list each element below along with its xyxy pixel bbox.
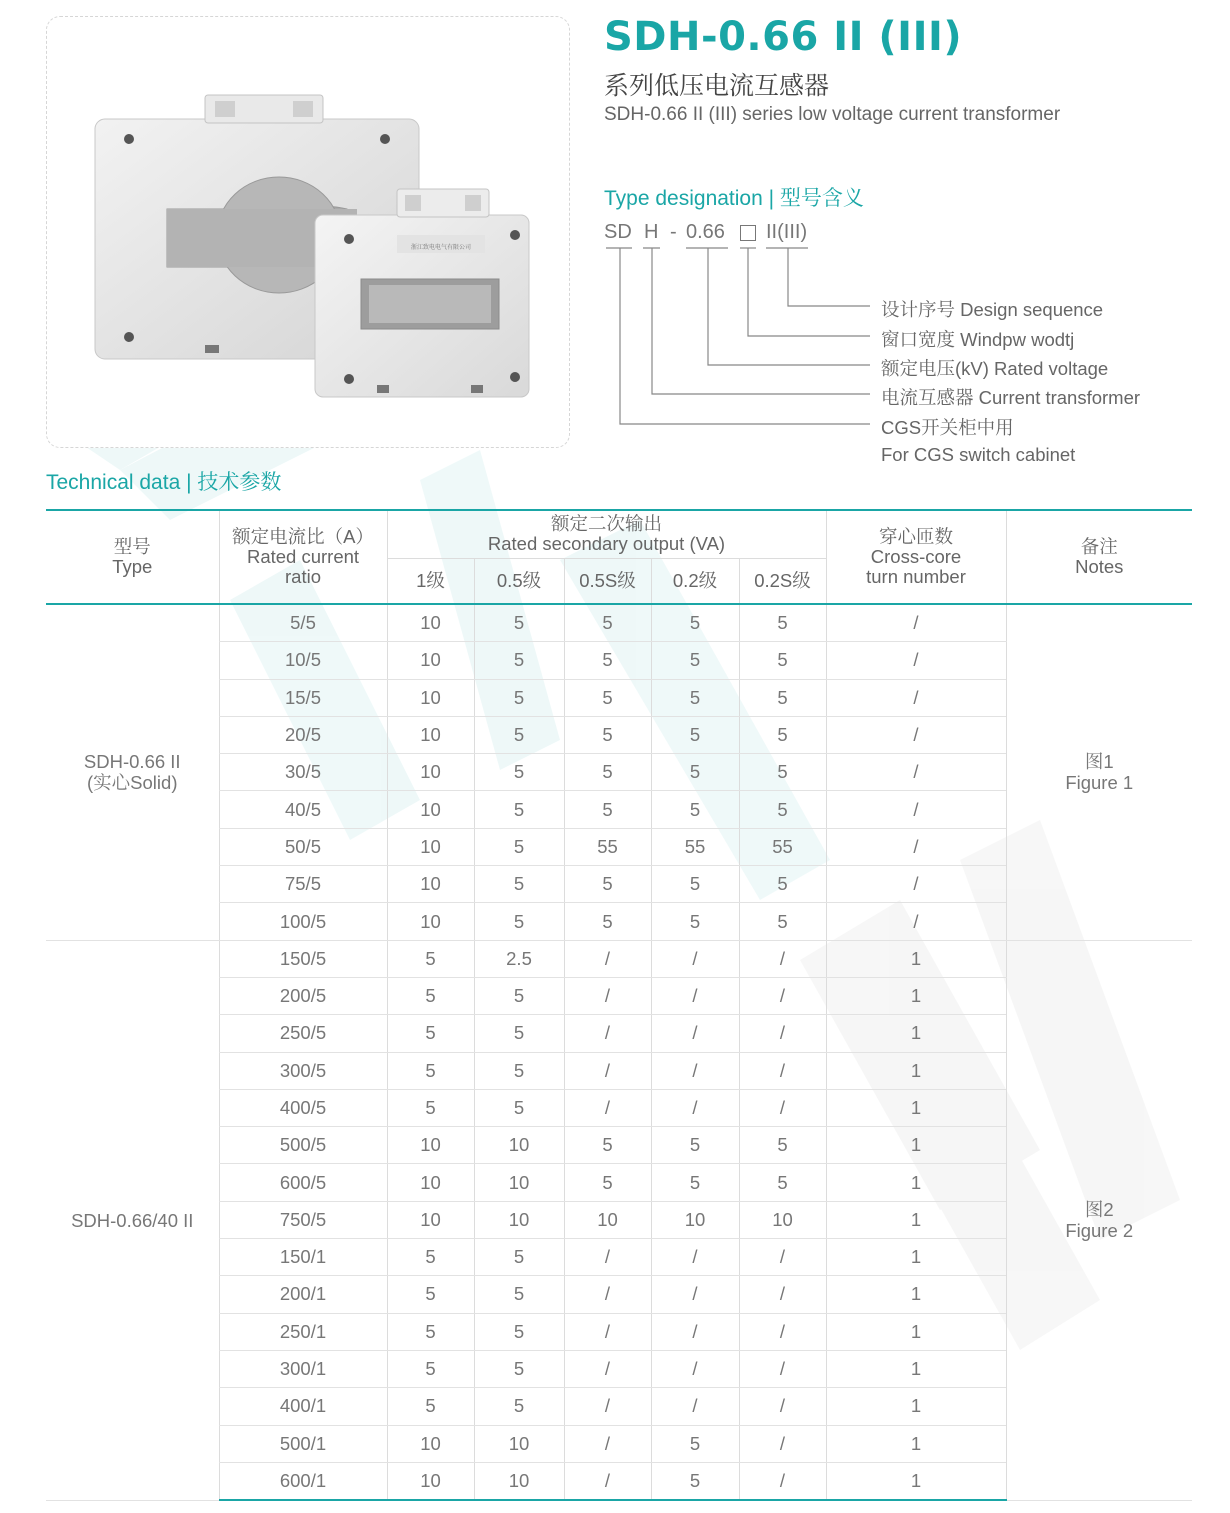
type-cell: SDH-0.66 II (实心Solid) — [46, 604, 219, 940]
output-cell: 5 — [651, 1462, 739, 1500]
output-cell: 5 — [387, 1313, 474, 1350]
ratio-cell: 500/5 — [219, 1127, 387, 1164]
output-cell: / — [739, 940, 826, 977]
output-cell: 5 — [387, 1015, 474, 1052]
cross-core-cell: 1 — [826, 1313, 1006, 1350]
output-cell: 5 — [474, 1276, 564, 1313]
output-cell: 10 — [564, 1201, 651, 1238]
output-cell: / — [739, 1015, 826, 1052]
output-cell: 10 — [387, 1127, 474, 1164]
output-cell: 10 — [387, 716, 474, 753]
output-cell: 5 — [564, 866, 651, 903]
output-cell: 5 — [474, 679, 564, 716]
output-cell: 5 — [387, 1276, 474, 1313]
output-cell: 5 — [474, 754, 564, 791]
code-part-voltage: 0.66 — [686, 221, 725, 243]
output-cell: 10 — [387, 604, 474, 642]
ratio-cell: 50/5 — [219, 828, 387, 865]
output-cell: 10 — [387, 642, 474, 679]
output-cell: 5 — [387, 940, 474, 977]
ratio-cell: 600/1 — [219, 1462, 387, 1500]
cross-core-cell: 1 — [826, 1089, 1006, 1126]
page-subtitle-cn: 系列低压电流互感器 — [604, 71, 830, 100]
cross-core-cell: 1 — [826, 1052, 1006, 1089]
output-cell: / — [651, 1313, 739, 1350]
output-cell: 5 — [651, 1127, 739, 1164]
output-cell: 5 — [739, 866, 826, 903]
code-part-h: H — [644, 221, 659, 243]
output-cell: 5 — [739, 604, 826, 642]
output-cell: / — [651, 1276, 739, 1313]
output-cell: 5 — [651, 679, 739, 716]
output-cell: 5 — [474, 642, 564, 679]
ratio-cell: 200/5 — [219, 977, 387, 1014]
output-cell: / — [651, 940, 739, 977]
output-cell: 5 — [739, 1127, 826, 1164]
output-cell: 10 — [387, 1201, 474, 1238]
output-cell: 5 — [474, 903, 564, 940]
technical-data-body — [46, 604, 1192, 1500]
col-header-ratio: 额定电流比（A） Rated current ratio — [219, 510, 387, 604]
output-cell: 5 — [474, 791, 564, 828]
cross-core-cell: / — [826, 716, 1006, 753]
col-header-class-1: 1级 — [387, 558, 474, 604]
output-cell: / — [564, 1462, 651, 1500]
ratio-cell: 500/1 — [219, 1425, 387, 1462]
output-cell: 10 — [474, 1164, 564, 1201]
cross-core-cell: / — [826, 866, 1006, 903]
output-cell: / — [651, 1089, 739, 1126]
output-cell: / — [564, 1276, 651, 1313]
output-cell: 55 — [564, 828, 651, 865]
notes-cell: 图2 Figure 2 — [1006, 940, 1192, 1500]
output-cell: 5 — [387, 1388, 474, 1425]
output-cell: 5 — [564, 791, 651, 828]
col-header-output: 额定二次输出 Rated secondary output (VA) — [387, 510, 826, 558]
output-cell: / — [739, 1425, 826, 1462]
output-cell: 10 — [387, 1425, 474, 1462]
output-cell: 5 — [739, 754, 826, 791]
cross-core-cell: / — [826, 642, 1006, 679]
output-cell: 55 — [651, 828, 739, 865]
cross-core-cell: / — [826, 828, 1006, 865]
output-cell: 5 — [387, 1239, 474, 1276]
output-cell: / — [739, 1313, 826, 1350]
output-cell: 10 — [387, 1164, 474, 1201]
ratio-cell: 400/1 — [219, 1388, 387, 1425]
ratio-cell: 40/5 — [219, 791, 387, 828]
output-cell: 5 — [564, 903, 651, 940]
ratio-cell: 250/5 — [219, 1015, 387, 1052]
col-header-type: 型号 Type — [46, 510, 219, 604]
designation-label-voltage: 额定电压(kV) Rated voltage — [881, 358, 1109, 379]
output-cell: 10 — [387, 791, 474, 828]
output-cell: 5 — [474, 828, 564, 865]
output-cell: 10 — [474, 1425, 564, 1462]
output-cell: 5 — [651, 903, 739, 940]
cross-core-cell: 1 — [826, 1388, 1006, 1425]
output-cell: / — [739, 1276, 826, 1313]
cross-core-cell: 1 — [826, 1015, 1006, 1052]
ratio-cell: 20/5 — [219, 716, 387, 753]
table-row — [46, 604, 1192, 642]
output-cell: 10 — [387, 866, 474, 903]
ratio-cell: 150/5 — [219, 940, 387, 977]
ratio-cell: 75/5 — [219, 866, 387, 903]
code-part-dash: - — [670, 221, 677, 243]
output-cell: / — [564, 1239, 651, 1276]
cross-core-cell: 1 — [826, 1164, 1006, 1201]
cross-core-cell: / — [826, 679, 1006, 716]
table-row — [46, 940, 1192, 977]
ratio-cell: 300/1 — [219, 1350, 387, 1387]
ratio-cell: 5/5 — [219, 604, 387, 642]
output-cell: / — [739, 1462, 826, 1500]
output-cell: 5 — [387, 1052, 474, 1089]
output-cell: / — [739, 1350, 826, 1387]
designation-label-current-transformer: 电流互感器 Current transformer — [881, 387, 1141, 408]
output-cell: 10 — [387, 903, 474, 940]
ratio-cell: 15/5 — [219, 679, 387, 716]
designation-label-cgs-cn: CGS开关柜中用 — [881, 417, 1014, 438]
output-cell: 5 — [387, 1089, 474, 1126]
output-cell: 5 — [474, 716, 564, 753]
output-cell: / — [564, 1388, 651, 1425]
output-cell: / — [564, 977, 651, 1014]
output-cell: 2.5 — [474, 940, 564, 977]
cross-core-cell: 1 — [826, 940, 1006, 977]
ratio-cell: 600/5 — [219, 1164, 387, 1201]
output-cell: / — [651, 1350, 739, 1387]
output-cell: 5 — [564, 1164, 651, 1201]
output-cell: 5 — [474, 977, 564, 1014]
output-cell: 5 — [564, 604, 651, 642]
output-cell: / — [651, 1388, 739, 1425]
output-cell: 5 — [474, 1052, 564, 1089]
ratio-cell: 150/1 — [219, 1239, 387, 1276]
technical-data-heading: Technical data | 技术参数 — [46, 471, 282, 494]
output-cell: 5 — [474, 1015, 564, 1052]
output-cell: 10 — [474, 1462, 564, 1500]
code-part-sd: SD — [604, 221, 632, 243]
output-cell: 5 — [564, 679, 651, 716]
designation-label-sequence: 设计序号 Design sequence — [881, 299, 1104, 320]
designation-label-cgs-en: For CGS switch cabinet — [881, 444, 1076, 465]
technical-data-table — [46, 509, 1192, 1501]
cross-core-cell: / — [826, 903, 1006, 940]
output-cell: 10 — [474, 1201, 564, 1238]
output-cell: 10 — [387, 828, 474, 865]
output-cell: 5 — [387, 1350, 474, 1387]
ratio-cell: 300/5 — [219, 1052, 387, 1089]
col-header-cross-core: 穿心匝数 Cross-core turn number — [826, 510, 1006, 604]
page-title: SDH-0.66 II (III) — [604, 14, 963, 60]
code-part-sequence: II(III) — [766, 221, 808, 243]
output-cell: / — [564, 1089, 651, 1126]
output-cell: / — [564, 1313, 651, 1350]
cross-core-cell: 1 — [826, 1127, 1006, 1164]
output-cell: / — [739, 1052, 826, 1089]
cross-core-cell: / — [826, 791, 1006, 828]
product-label-text: 浙江致电电气有限公司 — [410, 244, 472, 251]
output-cell: 10 — [739, 1201, 826, 1238]
output-cell: 5 — [651, 754, 739, 791]
designation-label-window: 窗口宽度 Windpw wodtj — [881, 329, 1075, 350]
output-cell: / — [564, 1350, 651, 1387]
cross-core-cell: 1 — [826, 977, 1006, 1014]
output-cell: 5 — [651, 866, 739, 903]
cross-core-cell: / — [826, 754, 1006, 791]
notes-cell: 图1 Figure 1 — [1006, 604, 1192, 940]
output-cell: / — [651, 1239, 739, 1276]
page-subtitle-en: SDH-0.66 II (III) series low voltage current transformer — [604, 104, 1061, 125]
output-cell: 5 — [651, 642, 739, 679]
cross-core-cell: / — [826, 604, 1006, 642]
output-cell: 10 — [474, 1127, 564, 1164]
cross-core-cell: 1 — [826, 1201, 1006, 1238]
output-cell: 5 — [564, 642, 651, 679]
output-cell: 5 — [564, 1127, 651, 1164]
col-header-class-0-2s: 0.2S级 — [739, 558, 826, 604]
output-cell: 5 — [474, 604, 564, 642]
output-cell: 5 — [739, 716, 826, 753]
cross-core-cell: 1 — [826, 1276, 1006, 1313]
output-cell: 5 — [564, 754, 651, 791]
output-cell: 5 — [474, 1313, 564, 1350]
col-header-class-0-5s: 0.5S级 — [564, 558, 651, 604]
output-cell: 55 — [739, 828, 826, 865]
output-cell: 10 — [387, 754, 474, 791]
output-cell: 5 — [387, 977, 474, 1014]
output-cell: 10 — [387, 679, 474, 716]
output-cell: / — [564, 1425, 651, 1462]
output-cell: / — [651, 977, 739, 1014]
output-cell: / — [651, 1052, 739, 1089]
output-cell: / — [739, 1239, 826, 1276]
col-header-class-0-5: 0.5级 — [474, 558, 564, 604]
output-cell: 5 — [739, 642, 826, 679]
ratio-cell: 200/1 — [219, 1276, 387, 1313]
cross-core-cell: 1 — [826, 1239, 1006, 1276]
output-cell: 5 — [651, 716, 739, 753]
ratio-cell: 30/5 — [219, 754, 387, 791]
output-cell: 10 — [651, 1201, 739, 1238]
ratio-cell: 10/5 — [219, 642, 387, 679]
output-cell: 5 — [474, 1089, 564, 1126]
output-cell: / — [739, 1089, 826, 1126]
output-cell: 5 — [474, 1388, 564, 1425]
col-header-notes: 备注 Notes — [1006, 510, 1192, 604]
output-cell: 5 — [564, 716, 651, 753]
output-cell: / — [739, 977, 826, 1014]
col-header-class-0-2: 0.2级 — [651, 558, 739, 604]
output-cell: / — [739, 1388, 826, 1425]
output-cell: 5 — [739, 903, 826, 940]
output-cell: 5 — [651, 1425, 739, 1462]
output-cell: 5 — [474, 1239, 564, 1276]
output-cell: 5 — [474, 1350, 564, 1387]
ratio-cell: 250/1 — [219, 1313, 387, 1350]
cross-core-cell: 1 — [826, 1462, 1006, 1500]
cross-core-cell: 1 — [826, 1350, 1006, 1387]
cross-core-cell: 1 — [826, 1425, 1006, 1462]
output-cell: / — [564, 940, 651, 977]
type-designation-heading: Type designation | 型号含义 — [604, 187, 864, 210]
type-cell: SDH-0.66/40 II — [46, 940, 219, 1500]
output-cell: 5 — [651, 604, 739, 642]
output-cell: 5 — [739, 791, 826, 828]
output-cell: / — [564, 1052, 651, 1089]
output-cell: 5 — [739, 1164, 826, 1201]
output-cell: 10 — [387, 1462, 474, 1500]
output-cell: / — [564, 1015, 651, 1052]
output-cell: / — [651, 1015, 739, 1052]
output-cell: 5 — [474, 866, 564, 903]
output-cell: 5 — [651, 1164, 739, 1201]
ratio-cell: 750/5 — [219, 1201, 387, 1238]
ratio-cell: 100/5 — [219, 903, 387, 940]
ratio-cell: 400/5 — [219, 1089, 387, 1126]
output-cell: 5 — [651, 791, 739, 828]
output-cell: 5 — [739, 679, 826, 716]
